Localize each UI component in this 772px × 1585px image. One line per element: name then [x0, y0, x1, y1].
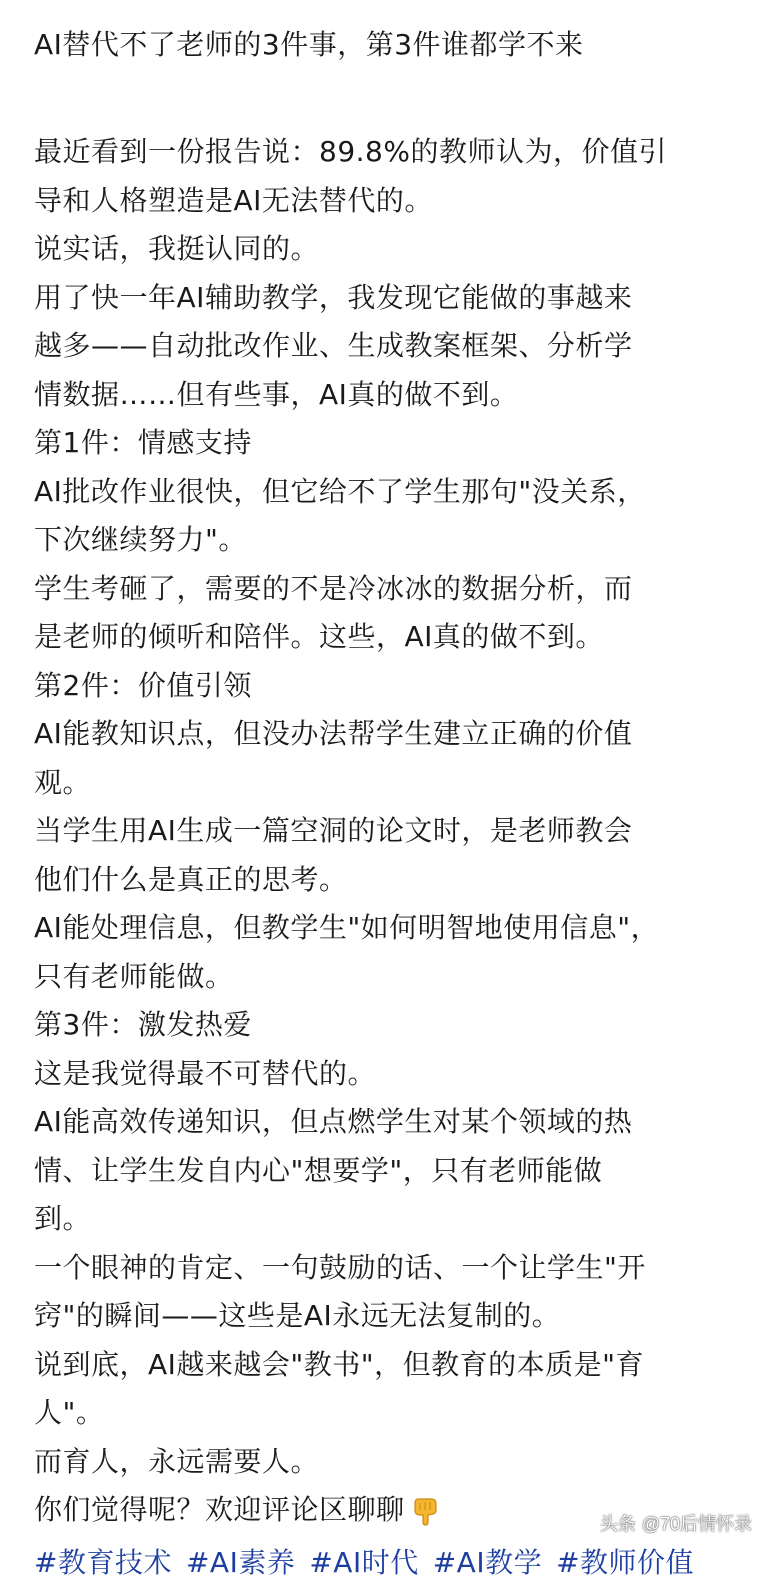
hashtag-link[interactable]: #AI教学 — [432, 1545, 543, 1579]
paragraph: AI能教知识点，但没办法帮学生建立正确的价值 观。 — [34, 717, 633, 799]
paragraph: 说实话，我挺认同的。 — [34, 232, 320, 265]
paragraph: 而育人，永远需要人。 — [34, 1444, 320, 1478]
section-heading-3: 第3件：激发热爱 — [34, 1008, 252, 1041]
section-heading-2: 第2件：价值引领 — [34, 668, 252, 702]
pointing-down-hand-icon — [409, 1493, 443, 1527]
paragraph: 说到底，AI越来越会"教书"，但教育的本质是"育 人"。 — [34, 1347, 645, 1429]
article-body — [34, 128, 746, 1585]
hashtag-link[interactable]: #教育技术 — [34, 1545, 172, 1579]
paragraph: 这是我觉得最不可替代的。 — [34, 1056, 377, 1090]
paragraph: 一个眼神的肯定、一句鼓励的话、一个让学生"开 窍"的瞬间——这些是AI永远无法复制的。 — [34, 1250, 646, 1332]
paragraph: AI能高效传递知识，但点燃学生对某个领域的热 情、让学生发自内心"想要学"，只有老师能做 到。 — [34, 1105, 633, 1235]
hashtag-link[interactable]: #教师价值 — [556, 1545, 695, 1579]
paragraph: 用了快一年AI辅助教学，我发现它能做的事越来 越多——自动批改作业、生成教案框架、分析学 情数据……但有些事，AI真的做不到。 — [34, 280, 633, 411]
hashtag-link[interactable]: #AI时代 — [309, 1545, 419, 1579]
paragraph: AI能处理信息，但教学生"如何明智地使用信息"， 只有老师能做。 — [34, 911, 660, 993]
hashtag-link[interactable]: #AI素养 — [185, 1545, 296, 1579]
watermark — [600, 1510, 752, 1536]
title-spacer — [34, 70, 746, 128]
hashtag-list — [34, 1537, 746, 1585]
article — [34, 20, 746, 1585]
paragraph: AI批改作业很快，但它给不了学生那句"没关系， 下次继续努力"。 — [34, 474, 646, 556]
watermark-platform: 头条 — [599, 1514, 636, 1534]
paragraph: 当学生用AI生成一篇空洞的论文时，是老师教会 他们什么是真正的思考。 — [34, 814, 633, 896]
article-title: AI替代不了老师的3件事，第3件谁都学不来 — [34, 28, 584, 61]
paragraph: 学生考砸了，需要的不是冷冰冰的数据分析，而 是老师的倾听和陪伴。这些，AI真的做不到。 — [34, 571, 633, 653]
watermark-handle: @70后情怀录 — [641, 1514, 752, 1534]
paragraph: 最近看到一份报告说：89.8%的教师认为，价值引 导和人格塑造是AI无法替代的。 — [34, 135, 667, 217]
closing-question: 你们觉得呢？欢迎评论区聊聊 — [34, 1493, 405, 1526]
section-heading-1: 第1件：情感支持 — [34, 426, 252, 459]
